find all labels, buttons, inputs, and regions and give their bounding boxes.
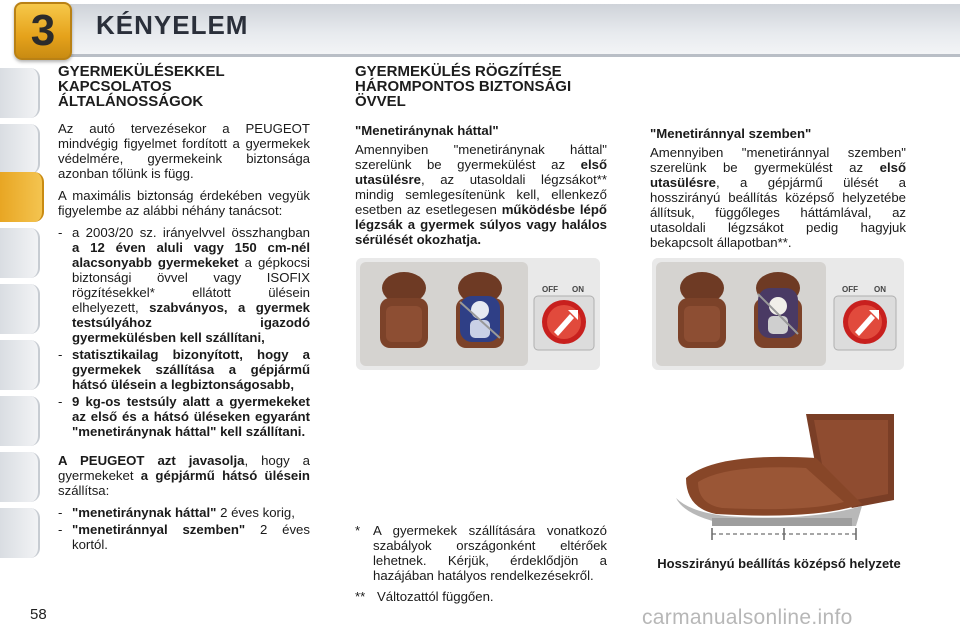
footnote-version (355, 589, 607, 604)
chapter-tab[interactable] (0, 228, 40, 278)
header-divider (70, 54, 960, 57)
chapter-tab[interactable] (0, 340, 40, 390)
general-info-column (58, 64, 310, 554)
chapter-tab[interactable] (0, 68, 40, 118)
page-number: 58 (30, 606, 47, 623)
general-info-title: GYERMEKÜLÉSEKKEL KAPCSOLATOS ÁLTALÁNOSSÁGOK (58, 63, 225, 110)
footnotes (355, 523, 607, 610)
seat-adjustment-illustration (656, 408, 902, 544)
three-point-belt-title: GYERMEKÜLÉS RÖGZÍTÉSE HÁROMPONTOS BIZTONSÁGI ÖVVEL (355, 63, 572, 110)
chapter-header (0, 0, 960, 64)
recommendation-item: - "menetiránnyal szemben" 2 éves kortól. (58, 522, 310, 552)
rear-facing-seat-drawing (356, 258, 600, 370)
airbag-on-label: ON (874, 285, 886, 294)
chapter-tab[interactable] (0, 452, 40, 502)
airbag-off-label: OFF (842, 285, 858, 294)
recommendation-item: - "menetiránynak háttal" 2 éves korig, (58, 505, 310, 520)
chapter-tab-rail (0, 64, 46, 584)
forward-facing-paragraph: Amennyiben "menetiránnyal szemben" szerelünk be gyermekülést az első utasülésre, a gépjármű ülését a hosszirányú beállítás középső helyzetébe állítsuk, függőleges háttámlával, az utasoldali légzsákot pedig hagyjuk bekapcsolt állapotban**. (650, 145, 906, 250)
chapter-number-badge: 3 (14, 2, 72, 60)
rear-facing-paragraph: Amennyiben "menetiránynak háttal" szerelünk be gyermekülést az első utasülésre, az utasoldali légzsákot** mindig semlegesítenünk kell, ellenkező esetben az esetlegesen működésbe lépő légzsák a gyermek súlyos vagy halálos sérülését okozhatja. (355, 142, 607, 247)
advice-item: - 9 kg-os testsúly alatt a gyermekeket az első és a hátsó üléseken egyaránt "menetiránynak háttal" kell szállítani. (58, 394, 310, 439)
chapter-tab[interactable] (0, 508, 40, 558)
chapter-tab[interactable] (0, 124, 40, 174)
airbag-off-label: OFF (542, 285, 558, 294)
footnote-mark: * (355, 523, 361, 538)
rear-facing-seat-illustration (356, 258, 600, 370)
watermark: carmanualsonline.info (642, 606, 853, 629)
seat-adjustment-caption: Hosszirányú beállítás középső helyzete (657, 556, 901, 571)
advice-intro: A maximális biztonság érdekében vegyük figyelembe az alábbi néhány tanácsot: (58, 188, 310, 218)
footnote-text: A gyermekek szállítására vonatkozó szabályok országonként eltérőek lehetnek. Kérjük, érdeklődjön a hazájában hatályos rendelkezésekről. (373, 523, 607, 583)
footnote-mark: ** (355, 589, 366, 604)
advice-list (58, 225, 310, 439)
airbag-on-label: ON (572, 285, 584, 294)
forward-facing-subtitle: "Menetiránnyal szemben" (650, 126, 812, 141)
footnote-text: Változattól függően. (377, 589, 494, 604)
three-point-belt-column (355, 64, 607, 254)
forward-facing-seat-illustration (652, 258, 904, 370)
chapter-tab-active[interactable] (0, 172, 44, 222)
forward-facing-seat-drawing (652, 258, 904, 370)
forward-facing-column (650, 126, 906, 257)
seat-adjustment-drawing (656, 408, 902, 544)
recommendation-paragraph: A PEUGEOT azt javasolja, hogy a gyermekeket a gépjármű hátsó ülésein szállítsa: (58, 453, 310, 498)
advice-item: - statisztikailag bizonyított, hogy a gyermekek szállítása a gépjármű hátsó ülésein a legbiztonságosabb, (58, 347, 310, 392)
advice-item: - a 2003/20 sz. irányelvvel összhangban a 12 éven aluli vagy 150 cm-nél alacsonyabb gyermekeket a gépkocsi biztonsági övvel vagy ISOFIX rögzítésekkel* ellátott ülésein elhelyezett, szabványos, a gyermek testsúlyához igazodó gyermekülésben kell szállítani, (58, 225, 310, 345)
recommendation-list (58, 505, 310, 552)
chapter-tab[interactable] (0, 284, 40, 334)
chapter-title: KÉNYELEM (96, 10, 249, 40)
intro-paragraph: Az autó tervezésekor a PEUGEOT mindvégig figyelmet fordított a gyermekek védelmére, gyermekeink biztonsága azonban tőlünk is függ. (58, 121, 310, 181)
chapter-tab[interactable] (0, 396, 40, 446)
rear-facing-subtitle: "Menetiránynak háttal" (355, 123, 499, 138)
footnote-regulations (355, 523, 607, 583)
